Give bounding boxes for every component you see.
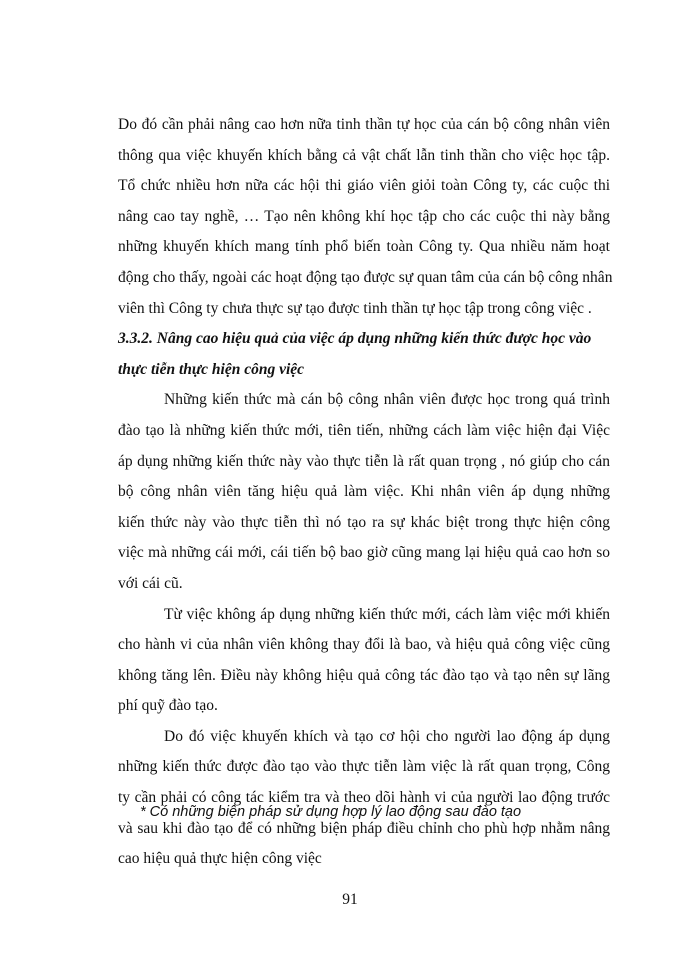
text-line: thông qua việc khuyến khích bằng cả vật chất lẫn tinh thần cho việc học tập.	[118, 146, 610, 164]
section-heading	[118, 324, 610, 385]
text-line: những khuyến khích mang tính phổ biến toàn Công ty. Qua nhiều năm hoạt	[118, 238, 610, 256]
text-line: Những kiến thức mà cán bộ công nhân viên được học trong quá trình	[164, 391, 610, 409]
text-line: bộ công nhân viên tăng hiệu quả làm việc. Khi nhân viên áp dụng những	[118, 483, 610, 501]
text-line: kiến thức này vào thực tiễn thì nó tạo ra sự khác biệt trong thực hiện công	[118, 513, 610, 531]
page-body	[118, 110, 613, 875]
text-line: Tổ chức nhiều hơn nữa các hội thi giáo viên giỏi toàn Công ty, các cuộc thi	[118, 177, 610, 195]
text-line: viên thì Công ty chưa thực sự tạo được tinh thần tự học tập trong công việc .	[118, 299, 592, 317]
text-line: cao hiệu quả thực hiện công việc	[118, 850, 322, 868]
text-line: Từ việc không áp dụng những kiến thức mới, cách làm việc mới khiến	[164, 605, 610, 623]
italic-note: * Có những biện pháp sử dụng hợp lý lao động sau đào tạo	[140, 804, 522, 820]
heading-line: 3.3.2. Nâng cao hiệu quả của việc áp dụng những kiến thức được học vào	[118, 330, 592, 348]
text-line: với cái cũ.	[118, 574, 183, 592]
text-line: cho hành vi của nhân viên không thay đổi là bao, và hiệu quả công việc cũng	[118, 636, 610, 654]
paragraph-1	[118, 110, 613, 324]
text-line: việc mà những cái mới, cái tiến bộ bao giờ cũng mang lại hiệu quả cao hơn so	[118, 544, 610, 562]
text-line: Do đó việc khuyến khích và tạo cơ hội cho người lao động áp dụng	[164, 727, 610, 745]
paragraph-3	[118, 600, 610, 722]
text-line: và sau khi đào tạo để có những biện pháp điều chỉnh cho phù hợp nhằm nâng	[118, 819, 610, 837]
text-line: ty cần phải có công tác kiểm tra và theo dõi hành vi của người lao động trước	[118, 789, 610, 807]
paragraph-2	[118, 385, 610, 599]
text-line: Do đó cần phải nâng cao hơn nữa tinh thần tự học của cán bộ công nhân viên	[118, 116, 610, 133]
text-line: động cho thấy, ngoài các hoạt động tạo được sự quan tâm của cán bộ công nhân	[118, 268, 613, 286]
text-line: nâng cao tay nghề, … Tạo nên không khí học tập cho các cuộc thi này bằng	[118, 207, 610, 225]
text-line: không tăng lên. Điều này không hiệu quả công tác đào tạo và tạo nên sự lãng	[118, 666, 610, 684]
text-line: những kiến thức được đào tạo vào thực tiễn làm việc là rất quan trọng, Công	[118, 758, 610, 776]
page-number: 91	[342, 891, 358, 908]
heading-line: thực tiễn thực hiện công việc	[118, 360, 305, 378]
paragraph-4	[118, 722, 610, 875]
text-line: áp dụng những kiến thức này vào thực tiễn là rất quan trọng , nó giúp cho cán	[118, 452, 610, 470]
text-line: đào tạo là những kiến thức mới, tiên tiến, những cách làm việc hiện đại Việc	[118, 421, 610, 439]
text-line: phí quỹ đào tạo.	[118, 697, 218, 715]
